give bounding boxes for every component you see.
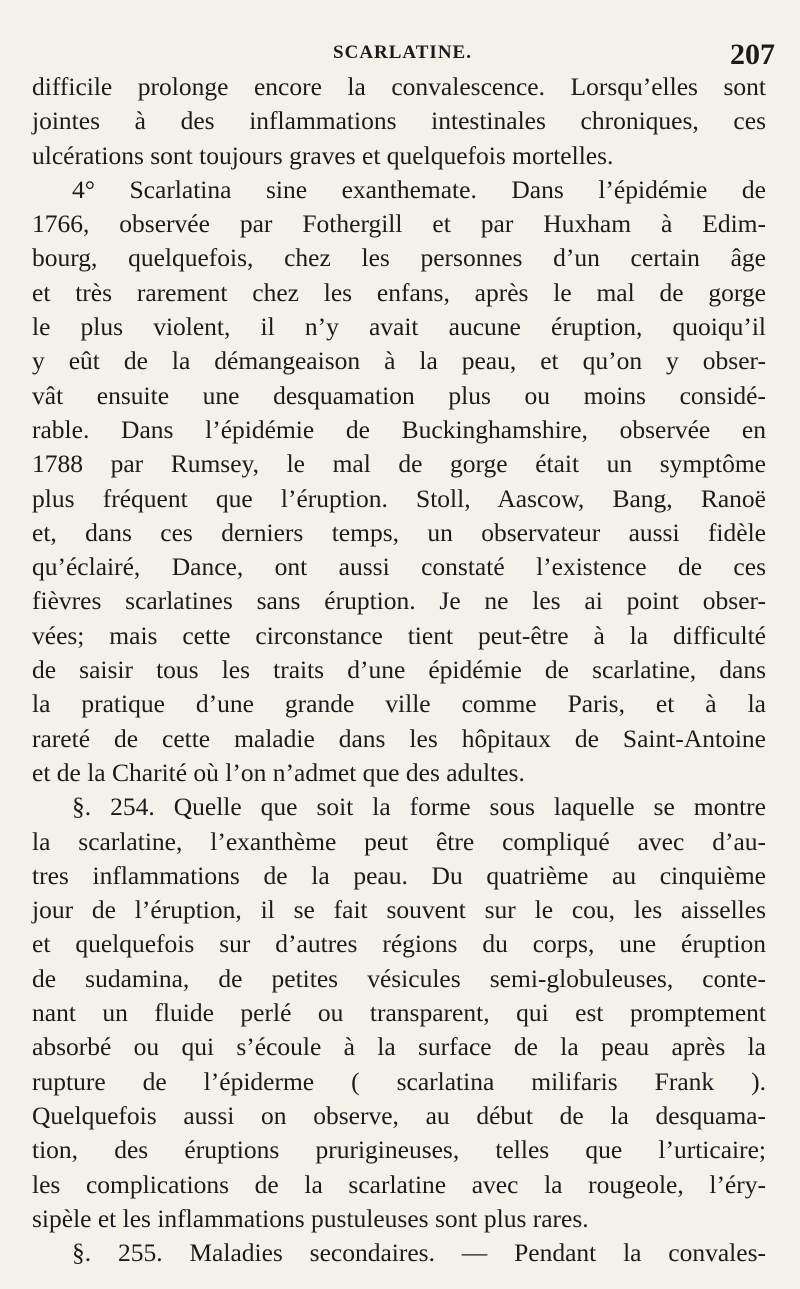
text-line: et de la Charité où l’on n’admet que des adultes. [32, 757, 525, 787]
text-line: Quelquefois aussi on observe, au début de la desquama- [32, 1100, 766, 1130]
text-line: §. 255. Maladies secondaires. — Pendant la convales- [72, 1238, 766, 1268]
body-text [32, 70, 766, 1270]
text-line: bourg, quelquefois, chez les personnes d’un certain âge [32, 243, 766, 273]
text-line: jour de l’éruption, il se fait souvent sur le cou, les aisselles [32, 895, 766, 925]
text-line: rareté de cette maladie dans les hôpitaux de Saint-Antoine [32, 723, 766, 753]
text-line: la pratique d’une grande ville comme Paris, et à la [32, 689, 766, 719]
text-line: nant un fluide perlé ou transparent, qui est promptement [32, 998, 766, 1028]
text-line: vât ensuite une desquamation plus ou moins considé- [32, 380, 766, 410]
text-line: ulcérations sont toujours graves et quelquefois mortelles. [32, 140, 614, 170]
text-line: jointes à des inflammations intestinales chroniques, ces [32, 106, 766, 136]
text-line: vées; mais cette circonstance tient peut-être à la difficulté [32, 620, 766, 650]
text-line: tion, des éruptions prurigineuses, telles que l’urticaire; [32, 1135, 766, 1165]
text-line: le plus violent, il n’y avait aucune éruption, quoiqu’il [32, 312, 766, 342]
running-head: SCARLATINE. [333, 42, 472, 63]
text-line: tres inflammations de la peau. Du quatrième au cinquième [32, 860, 766, 890]
text-line: qu’éclairé, Dance, ont aussi constaté l’existence de ces [32, 552, 766, 582]
text-line: y eût de la démangeaison à la peau, et qu’on y obser- [32, 346, 766, 376]
text-line: sipèle et les inflammations pustuleuses sont plus rares. [32, 1203, 589, 1233]
page-number: 207 [730, 38, 775, 71]
text-line: et très rarement chez les enfans, après le mal de gorge [32, 277, 766, 307]
text-line: 1788 par Rumsey, le mal de gorge était un symptôme [32, 449, 766, 479]
text-line: de saisir tous les traits d’une épidémie de scarlatine, dans [32, 655, 766, 685]
text-line: et, dans ces derniers temps, un observateur aussi fidèle [32, 517, 766, 547]
text-line: 4° Scarlatina sine exanthemate. Dans l’épidémie de [72, 174, 766, 204]
text-line: difficile prolonge encore la convalescence. Lorsqu’elles sont [32, 72, 766, 101]
text-line: plus fréquent que l’éruption. Stoll, Aascow, Bang, Ranoë [32, 483, 766, 513]
text-line: absorbé ou qui s’écoule à la surface de la peau après la [32, 1032, 766, 1062]
text-line: 1766, observée par Fothergill et par Huxham à Edim- [32, 209, 766, 239]
text-line: fièvres scarlatines sans éruption. Je ne les ai point obser- [32, 586, 766, 616]
text-line: et quelquefois sur d’autres régions du corps, une éruption [32, 929, 766, 959]
text-line: rable. Dans l’épidémie de Buckinghamshire, observée en [32, 414, 766, 444]
text-line: les complications de la scarlatine avec la rougeole, l’éry- [32, 1169, 766, 1199]
text-line: §. 254. Quelle que soit la forme sous laquelle se montre [72, 792, 766, 822]
text-line: la scarlatine, l’exanthème peut être compliqué avec d’au- [32, 826, 766, 856]
page-header [30, 38, 775, 72]
text-line: rupture de l’épiderme ( scarlatina milifaris Frank ). [32, 1066, 766, 1096]
text-line: de sudamina, de petites vésicules semi-globuleuses, conte- [32, 963, 766, 993]
